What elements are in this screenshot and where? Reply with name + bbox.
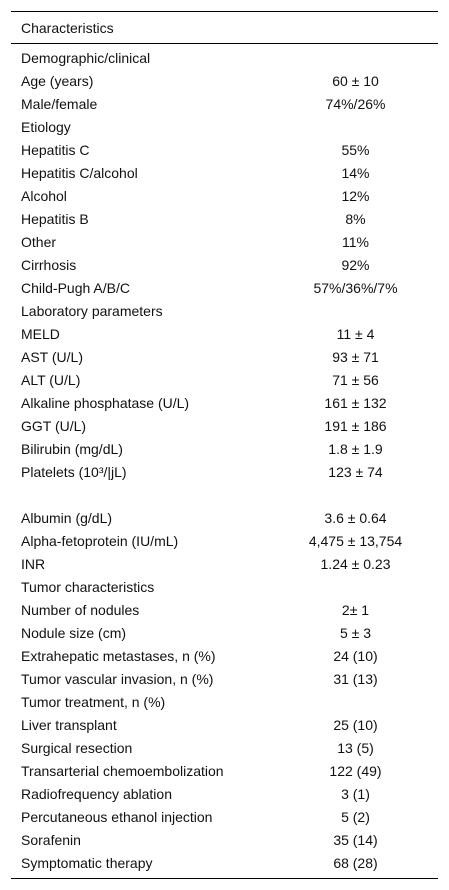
row-value: 12% xyxy=(341,187,370,204)
row-value: 13 (5) xyxy=(337,739,374,756)
table-row xyxy=(11,115,438,138)
row-value: 5 ± 3 xyxy=(339,624,372,641)
table-header xyxy=(11,12,438,43)
table-row xyxy=(11,207,438,230)
table-row xyxy=(11,644,438,667)
row-label: Transarterial chemoembolization xyxy=(21,762,224,779)
row-label: Hepatitis B xyxy=(21,210,89,227)
row-value: 25 (10) xyxy=(333,716,378,733)
row-label: Alkaline phosphatase (U/L) xyxy=(21,394,190,411)
row-value: 71 ± 56 xyxy=(332,371,379,388)
table-row xyxy=(11,805,438,828)
table-row xyxy=(11,299,438,322)
table-row xyxy=(11,391,438,414)
row-label: Hepatitis C/alcohol xyxy=(21,164,138,181)
table-row xyxy=(11,230,438,253)
table-row xyxy=(11,713,438,736)
row-label: Alcohol xyxy=(21,187,67,204)
row-value: 11 ± 4 xyxy=(336,325,375,342)
row-label: Percutaneous ethanol injection xyxy=(21,808,213,825)
row-label: Extrahepatic metastases, n (%) xyxy=(21,647,216,664)
row-value: 31 (13) xyxy=(333,670,378,687)
row-value: 123 ± 74 xyxy=(328,463,383,480)
row-value: 1.24 ± 0.23 xyxy=(320,555,391,572)
row-label: Tumor characteristics xyxy=(21,578,155,595)
table-row xyxy=(11,828,438,851)
table-row xyxy=(11,276,438,299)
table-row xyxy=(11,575,438,598)
table-row xyxy=(11,322,438,345)
row-label: Child-Pugh A/B/C xyxy=(21,279,130,296)
row-label: Other xyxy=(21,233,57,250)
table-row xyxy=(11,851,438,874)
table-row xyxy=(11,759,438,782)
row-label: Bilirubin (mg/dL) xyxy=(21,440,123,457)
table-body xyxy=(11,44,438,878)
row-label: Alpha-fetoprotein (IU/mL) xyxy=(21,532,179,549)
table-row xyxy=(11,368,438,391)
row-value: 74%/26% xyxy=(325,95,386,112)
row-label: Platelets (10³/|jL) xyxy=(21,463,127,480)
table-row xyxy=(11,460,438,483)
table-row xyxy=(11,690,438,713)
table-row xyxy=(11,184,438,207)
row-label: ALT (U/L) xyxy=(21,371,81,388)
row-value: 11% xyxy=(342,233,369,250)
table-row xyxy=(11,92,438,115)
row-value: 24 (10) xyxy=(333,647,378,664)
row-value: 92% xyxy=(341,256,370,273)
table-row xyxy=(11,46,438,69)
row-label: GGT (U/L) xyxy=(21,417,87,434)
row-value: 60 ± 10 xyxy=(332,72,379,89)
table-row xyxy=(11,69,438,92)
row-value: 4,475 ± 13,754 xyxy=(308,532,403,549)
table-bottom-rule xyxy=(11,878,438,879)
row-label: Tumor vascular invasion, n (%) xyxy=(21,670,214,687)
table-row xyxy=(11,483,438,506)
row-label: INR xyxy=(21,555,46,572)
table-row xyxy=(11,138,438,161)
row-label: Surgical resection xyxy=(21,739,133,756)
row-label: AST (U/L) xyxy=(21,348,83,365)
row-value: 8% xyxy=(345,210,366,227)
table-row xyxy=(11,161,438,184)
row-label: Age (years) xyxy=(21,72,94,89)
table-row xyxy=(11,598,438,621)
row-label: Laboratory parameters xyxy=(21,302,163,319)
row-value: 14% xyxy=(341,164,370,181)
row-value: 68 (28) xyxy=(333,854,378,871)
row-value: 3 (1) xyxy=(341,785,370,802)
row-value: 161 ± 132 xyxy=(324,394,387,411)
table-row xyxy=(11,782,438,805)
row-value: 191 ± 186 xyxy=(324,417,387,434)
table-row xyxy=(11,529,438,552)
row-label: Radiofrequency ablation xyxy=(21,785,172,802)
row-value: 57%/36%/7% xyxy=(313,279,398,296)
table-row xyxy=(11,552,438,575)
table-row xyxy=(11,736,438,759)
row-value: 35 (14) xyxy=(333,831,378,848)
table-row xyxy=(11,437,438,460)
table-row xyxy=(11,253,438,276)
row-label: Tumor treatment, n (%) xyxy=(21,693,166,710)
row-value: 55% xyxy=(341,141,370,158)
table-row xyxy=(11,506,438,529)
row-value: 3.6 ± 0.64 xyxy=(324,509,387,526)
table-row xyxy=(11,621,438,644)
row-value: 93 ± 71 xyxy=(332,348,379,365)
row-label: Sorafenin xyxy=(21,831,81,848)
row-label: Hepatitis C xyxy=(21,141,90,158)
row-label: Male/female xyxy=(21,95,98,112)
row-label: Nodule size (cm) xyxy=(21,624,127,641)
row-label: Number of nodules xyxy=(21,601,140,618)
row-value: 5 (2) xyxy=(341,808,370,825)
row-value: 2± 1 xyxy=(341,601,370,618)
row-label: Albumin (g/dL) xyxy=(21,509,113,526)
row-label: Cirrhosis xyxy=(21,256,77,273)
row-label: Etiology xyxy=(21,118,71,135)
characteristics-table xyxy=(11,11,438,879)
row-label: Symptomatic therapy xyxy=(21,854,153,871)
row-label: Liver transplant xyxy=(21,716,117,733)
row-label: MELD xyxy=(21,325,60,342)
row-value: 1.8 ± 1.9 xyxy=(328,440,383,457)
row-value: 122 (49) xyxy=(329,762,382,779)
table-row xyxy=(11,667,438,690)
header-characteristics: Characteristics xyxy=(21,19,114,36)
table-row xyxy=(11,414,438,437)
table-row xyxy=(11,345,438,368)
row-label: Demographic/clinical xyxy=(21,49,151,66)
